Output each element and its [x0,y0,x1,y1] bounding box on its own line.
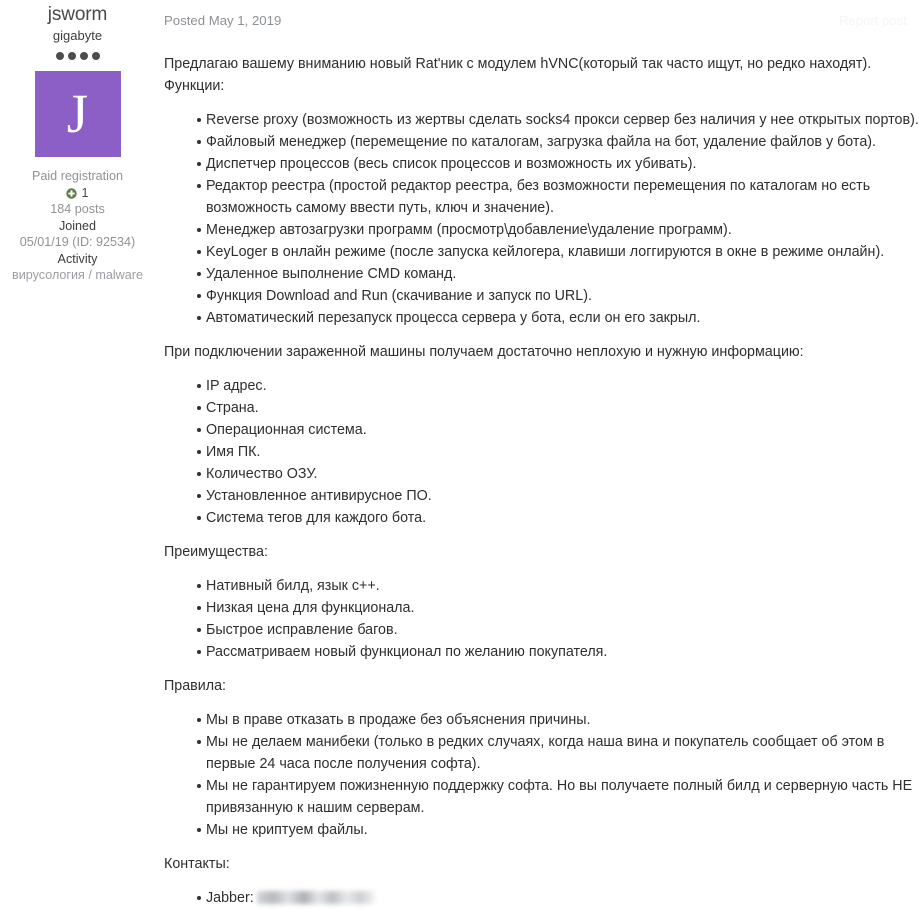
author-meta [0,168,155,284]
list-item: Функция Download and Run (скачивание и запуск по URL). [197,285,919,307]
spacer [164,663,919,675]
post-main [155,0,919,909]
post-body [164,30,919,909]
list-item: KeyLoger в онлайн режиме (после запуска кейлогера, клавиши логгируются в окне в режиме онлайн). [197,241,919,263]
list-item: Мы в праве отказать в продаже без объяснения причины. [197,709,919,731]
report-post-button[interactable]: Report post [838,13,907,28]
redacted-jabber-address [257,891,375,904]
list-item: Рассматриваем новый функционал по желанию покупателя. [197,641,919,663]
spacer [164,329,919,341]
author-post-count[interactable]: 184 posts [50,202,105,216]
contacts-list [164,887,919,909]
contact-label: Jabber: [206,890,254,906]
reputation-count: 1 [81,185,89,200]
author-reputation [0,185,155,202]
list-item: Быстрое исправление багов. [197,619,919,641]
author-user-title: gigabyte [52,28,103,43]
list-item: Имя ПК. [197,441,919,463]
info-list [164,375,919,529]
rank-dot-icon [68,52,76,60]
author-username[interactable]: jsworm [47,4,108,25]
list-item: Редактор реестра (простой редактор реестра, без возможности перемещения по каталогам но есть возможность самому ввести путь, ключ и значение). [197,175,919,219]
intro-line-1: Предлагаю вашему вниманию новый Rat'ник с модулем hVNC(который так часто ищут, но редко находят). [164,56,872,72]
post-author-sidebar [0,0,155,284]
advantages-list [164,575,919,663]
list-item: Мы не гарантируем пожизненную поддержку софта. Но вы получаете полный билд и серверную часть НЕ привязанную к нашим серверам. [197,775,919,819]
rules-list [164,709,919,841]
list-item: Количество ОЗУ. [197,463,919,485]
list-item: Операционная система. [197,419,919,441]
list-item [197,887,919,909]
activity-label: Activity [57,251,98,266]
list-item: Мы не криптуем файлы. [197,819,919,841]
contacts-heading: Контакты: [164,856,230,872]
list-item: Удаленное выполнение CMD команд. [197,263,919,285]
list-item: Нативный билд, язык c++. [197,575,919,597]
spacer [164,529,919,541]
intro-line-2: Функции: [164,78,225,94]
avatar[interactable]: J [35,71,121,157]
features-list [164,109,919,329]
list-item: Мы не делаем манибеки (только в редких случаях, когда наша вина и покупатель сообщает об этом в первые 24 часа после получения софта). [197,731,919,775]
list-item: IP адрес. [197,375,919,397]
author-rank-dots [0,50,155,62]
list-item: Система тегов для каждого бота. [197,507,919,529]
plus-circle-icon [66,187,77,198]
list-item: Файловый менеджер (перемещение по каталогам, загрузка файла на бот, удаление файлов у бота). [197,131,919,153]
joined-label: Joined [58,218,97,233]
rank-dot-icon [80,52,88,60]
list-item: Установленное антивирусное ПО. [197,485,919,507]
list-item: Диспетчер процессов (весь список процессов и возможность их убивать). [197,153,919,175]
list-item: Автоматический перезапуск процесса сервера у бота, если он его закрыл. [197,307,919,329]
author-group: Paid registration [31,169,123,183]
spacer [164,841,919,853]
list-item: Страна. [197,397,919,419]
rules-heading: Правила: [164,678,227,694]
posted-date: Posted May 1, 2019 [164,13,282,28]
rank-dot-icon [56,52,64,60]
advantages-heading: Преимущества: [164,544,268,560]
rank-dot-icon [92,52,100,60]
joined-value: 05/01/19 (ID: 92534) [19,235,136,249]
list-item: Менеджер автозагрузки программ (просмотр\добавление\удаление программ). [197,219,919,241]
list-item: Низкая цена для функционала. [197,597,919,619]
post-header [164,0,919,30]
activity-value: вирусология / malware [12,268,143,282]
info-heading: При подключении зараженной машины получаем достаточно неплохую и нужную информацию: [164,344,804,360]
list-item: Reverse proxy (возможность из жертвы сделать socks4 прокси сервер без наличия у нее открытых портов). [197,109,919,131]
